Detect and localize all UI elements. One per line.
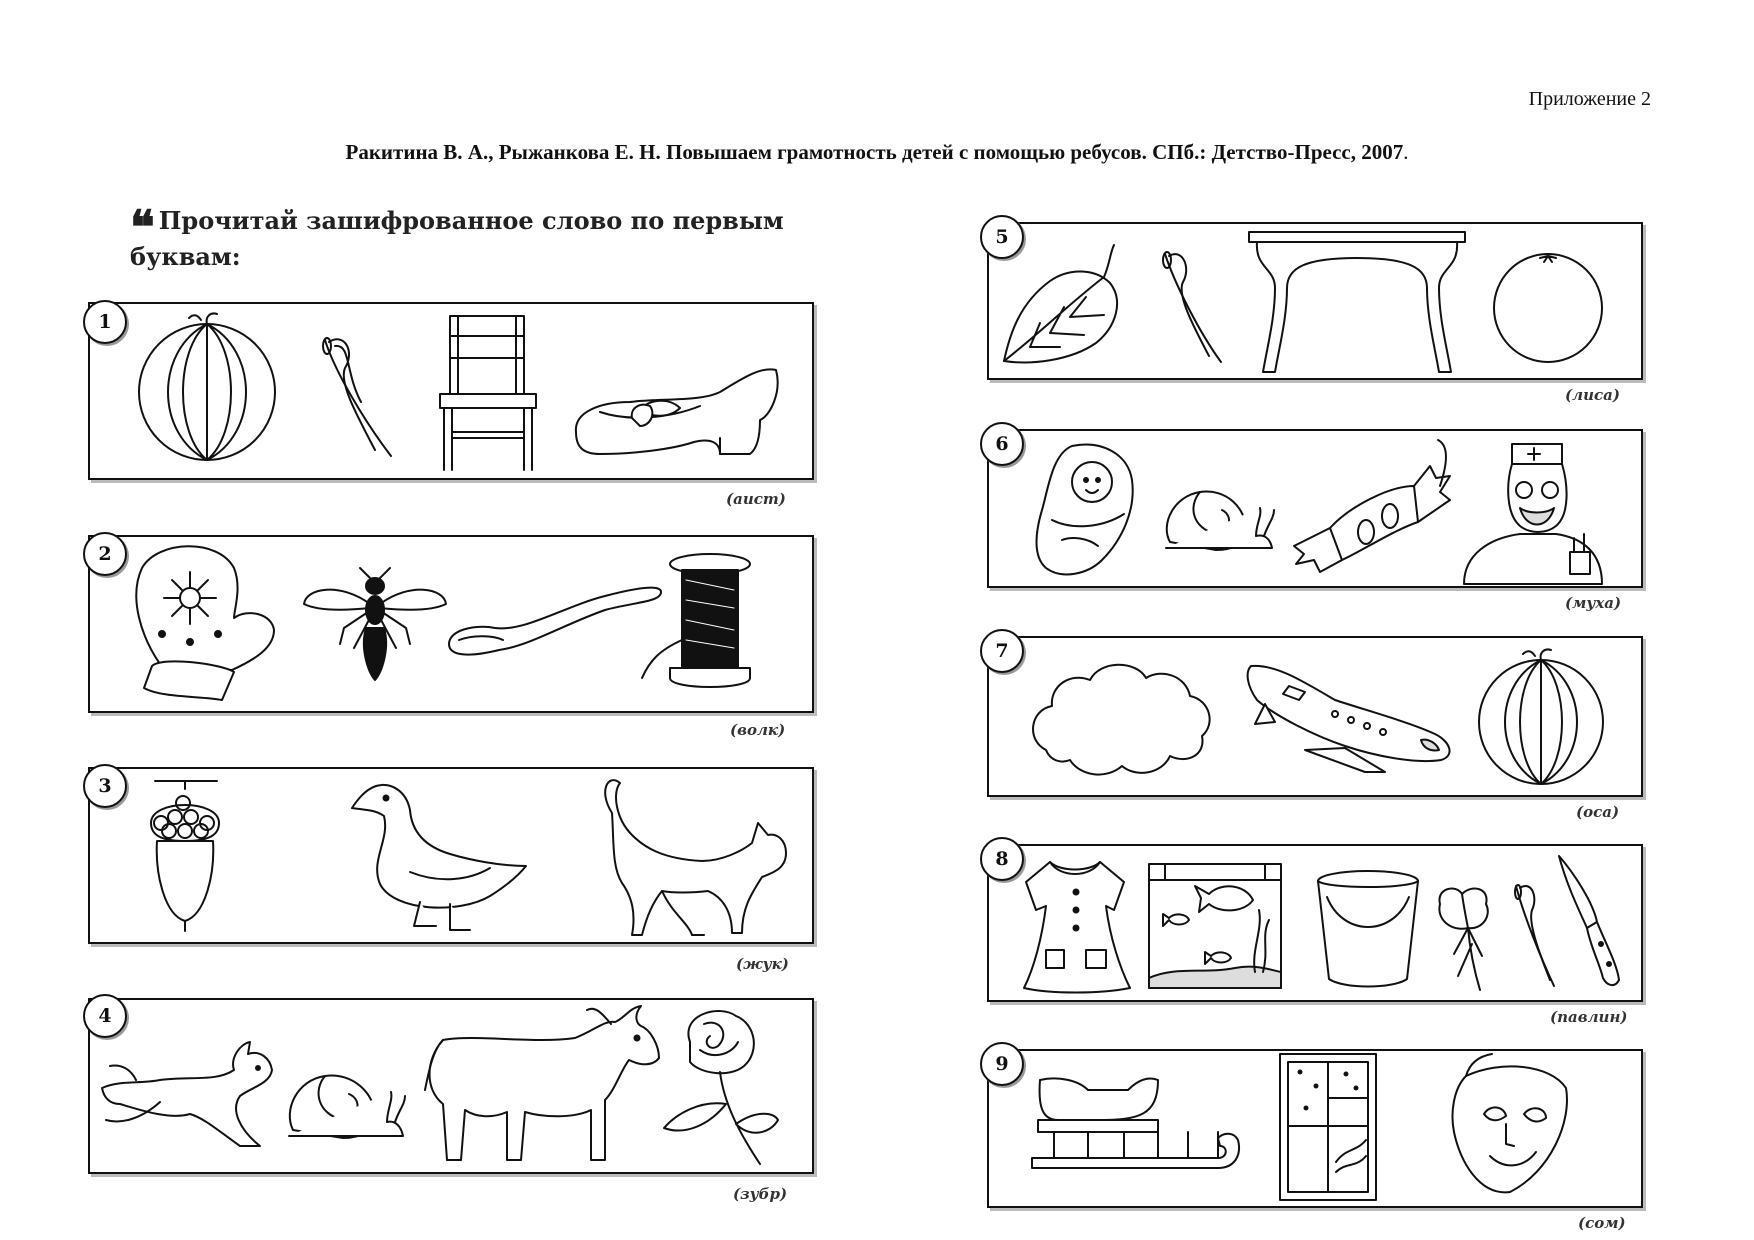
puzzle-6-number: 6 — [980, 422, 1024, 466]
watermelon-icon — [1475, 648, 1610, 786]
acorn-icon — [145, 775, 225, 933]
snail-icon — [283, 1070, 408, 1145]
puzzle-1-number: 1 — [83, 300, 127, 344]
puzzle-9-number: 9 — [980, 1042, 1024, 1086]
leaf-icon — [1000, 243, 1125, 366]
puzzle-7-number: 7 — [980, 629, 1024, 673]
candy-icon — [1290, 436, 1455, 576]
duck-icon — [350, 780, 530, 934]
puzzle-5-number: 5 — [980, 215, 1024, 259]
watermelon-icon — [135, 310, 285, 462]
rose-icon — [660, 1004, 780, 1166]
puzzle-2-number: 2 — [83, 532, 127, 576]
citation-text: Ракитина В. А., Рыжанкова Е. Н. Повышаем грамотность детей с помощью ребусов. СПб.: Детство-Пресс, 2007 — [345, 140, 1404, 164]
puzzle-4-number: 4 — [83, 994, 127, 1038]
mask-icon — [1440, 1052, 1575, 1198]
sled-icon — [1028, 1076, 1246, 1194]
citation — [0, 140, 1754, 165]
wasp-icon — [300, 568, 450, 683]
doctor-icon — [1460, 434, 1605, 584]
puzzle-2-answer: (волк) — [730, 721, 786, 739]
puzzle-5-answer: (лиса) — [1565, 386, 1620, 404]
puzzle-8-answer: (павлин) — [1550, 1008, 1628, 1026]
instruction — [130, 200, 790, 272]
lily-icon — [1432, 884, 1502, 992]
table-icon — [1245, 228, 1470, 374]
shoe-icon — [570, 362, 784, 462]
aquarium-icon — [1145, 860, 1285, 992]
airplane-icon — [1245, 660, 1460, 778]
spool-icon — [640, 550, 760, 690]
puzzle-3-answer: (жук) — [736, 955, 789, 973]
baby-icon — [1032, 440, 1142, 580]
citation-end: . — [1403, 140, 1409, 164]
instruction-text: Прочитай зашифрованное слово по первым буквам: — [130, 206, 784, 271]
cloud-icon — [1026, 660, 1216, 780]
snail-icon — [1160, 488, 1275, 558]
spoon-icon — [445, 580, 665, 664]
hare-icon — [100, 1040, 275, 1150]
knife-icon — [1553, 852, 1623, 990]
puzzle-4-answer: (зубр) — [733, 1185, 788, 1203]
mitten-icon — [122, 538, 282, 703]
cat-icon — [592, 773, 792, 937]
bucket-icon — [1313, 867, 1423, 989]
needle-icon — [315, 332, 400, 460]
puzzle-1-answer: (аист) — [726, 490, 786, 508]
quote-mark: ❝ — [130, 200, 151, 254]
puzzle-3-number: 3 — [83, 764, 127, 808]
puzzle-8-number: 8 — [980, 837, 1024, 881]
chair-icon — [436, 312, 540, 472]
puzzle-9-answer: (сом) — [1578, 1214, 1626, 1232]
puzzle-6-answer: (муха) — [1565, 594, 1622, 612]
dress-icon — [1020, 858, 1135, 994]
bull-icon — [415, 1000, 665, 1165]
puzzle-7-answer: (оса) — [1576, 803, 1620, 821]
orange-icon — [1490, 248, 1608, 366]
needle-icon — [1155, 248, 1230, 366]
window-icon — [1276, 1052, 1381, 1202]
appendix-label: Приложение 2 — [1528, 88, 1651, 110]
